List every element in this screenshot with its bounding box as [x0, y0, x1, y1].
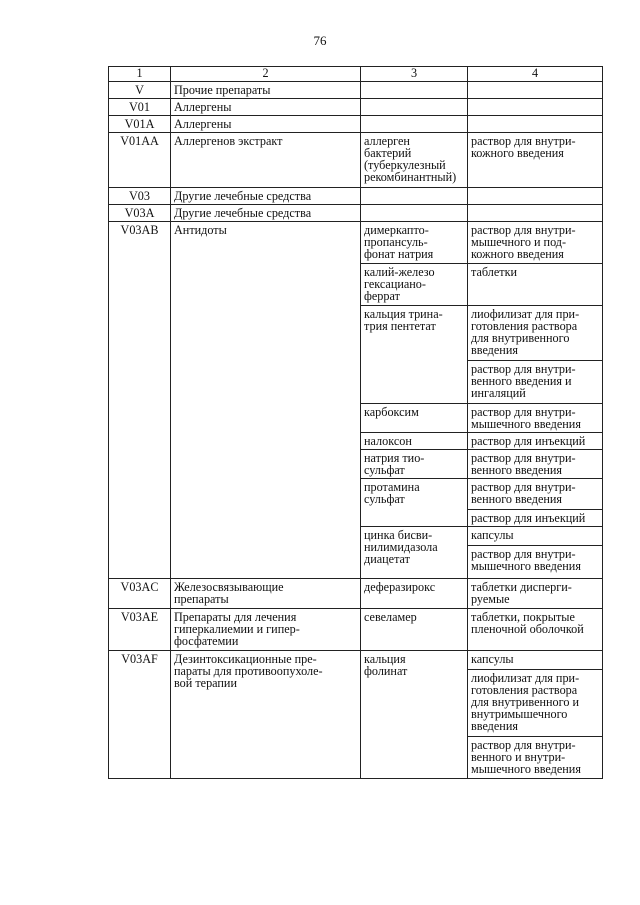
cell-drug	[361, 222, 468, 264]
cell-code: V03AF	[109, 651, 171, 779]
dosage-form: капсулы	[471, 528, 514, 542]
cell-group	[171, 188, 361, 205]
group-text: Другие лечебные средства	[174, 189, 312, 203]
cell-forms	[468, 82, 603, 99]
table-row	[109, 205, 603, 222]
group-text: Дезинтоксикационные пре- параты для противоопухоле- вой терапии	[174, 652, 323, 690]
dosage-form: раствор для внутри- мышечного и под- кожного введения	[471, 223, 576, 261]
dosage-form: раствор для внутри- венного введения	[471, 480, 576, 506]
cell-code: V03AE	[109, 609, 171, 651]
cell-drug	[361, 264, 468, 306]
dosage-form: раствор для внутри- венного введения	[471, 451, 576, 477]
table-row	[109, 651, 603, 779]
dosage-form: раствор для инъекций	[471, 434, 586, 448]
cell-drug	[361, 579, 468, 609]
dosage-form: таблетки	[471, 265, 518, 279]
group-text: Аллергены	[174, 117, 232, 131]
drug-name: цинка бисви- нилимидазола диацетат	[364, 528, 438, 566]
group-text: Аллергены	[174, 100, 232, 114]
cell-drug	[361, 99, 468, 116]
cell-forms	[468, 306, 603, 404]
page-number: 76	[313, 33, 327, 48]
cell-group	[171, 222, 361, 579]
table-row	[109, 188, 603, 205]
cell-drug	[361, 188, 468, 205]
dosage-form: лиофилизат для при- готовления раствора для внутривенного введения	[471, 307, 580, 357]
cell-group	[171, 205, 361, 222]
table-row	[109, 99, 603, 116]
cell-group	[171, 99, 361, 116]
cell-group	[171, 609, 361, 651]
drug-name: натрия тио- сульфат	[364, 451, 425, 477]
group-text: Другие лечебные средства	[174, 206, 312, 220]
header-col-4: 4	[468, 67, 603, 82]
drug-name: кальция трина- трия пентетат	[364, 307, 443, 333]
dosage-form: раствор для внутри- мышечного введения	[468, 545, 602, 572]
drug-name: аллерген бактерий (туберкулезный рекомбинантный)	[364, 134, 457, 184]
dosage-form: раствор для внутри- мышечного введения	[471, 405, 581, 431]
cell-drug	[361, 205, 468, 222]
cell-group	[171, 116, 361, 133]
cell-drug	[361, 651, 468, 779]
cell-drug	[361, 433, 468, 450]
cell-forms	[468, 579, 603, 609]
medication-table	[108, 66, 603, 779]
table-row	[109, 116, 603, 133]
cell-drug	[361, 133, 468, 188]
drug-name: калий-железо гексациано- феррат	[364, 265, 435, 303]
cell-group	[171, 651, 361, 779]
cell-code: V01AA	[109, 133, 171, 188]
header-col-3: 3	[361, 67, 468, 82]
cell-drug	[361, 306, 468, 404]
cell-drug	[361, 404, 468, 433]
group-text: Аллергенов экстракт	[174, 134, 283, 148]
group-text: Препараты для лечения гиперкалиемии и гипер- фосфатемии	[174, 610, 300, 648]
drug-name: протамина сульфат	[364, 480, 420, 506]
cell-code: V03A	[109, 205, 171, 222]
group-text: Прочие препараты	[174, 83, 271, 97]
cell-drug	[361, 82, 468, 99]
drug-name: кальция фолинат	[364, 652, 408, 678]
drug-name: налоксон	[364, 434, 412, 448]
table-header-row	[109, 67, 603, 82]
cell-forms	[468, 479, 603, 527]
drug-name: севеламер	[364, 610, 417, 624]
cell-code: V03	[109, 188, 171, 205]
cell-forms	[468, 264, 603, 306]
dosage-form: раствор для внутри- венного введения и ингаляций	[468, 360, 602, 399]
group-text: Железосвязывающие препараты	[174, 580, 284, 606]
cell-group	[171, 82, 361, 99]
dosage-form: раствор для внутри- венного и внутри- мышечного введения	[468, 736, 602, 775]
dosage-form: раствор для внутри- кожного введения	[471, 134, 576, 160]
cell-forms	[468, 404, 603, 433]
cell-forms	[468, 99, 603, 116]
group-text: Антидоты	[174, 223, 227, 237]
drug-name: деферазирокс	[364, 580, 436, 594]
cell-code: V03AC	[109, 579, 171, 609]
header-col-2: 2	[171, 67, 361, 82]
cell-forms	[468, 450, 603, 479]
dosage-form: таблетки дисперги- руемые	[471, 580, 572, 606]
cell-drug	[361, 609, 468, 651]
cell-group	[171, 579, 361, 609]
cell-forms	[468, 527, 603, 579]
cell-drug	[361, 479, 468, 527]
drug-name: карбоксим	[364, 405, 419, 419]
cell-forms	[468, 651, 603, 779]
cell-code: V01	[109, 99, 171, 116]
cell-drug	[361, 116, 468, 133]
header-col-1: 1	[109, 67, 171, 82]
cell-group	[171, 133, 361, 188]
drug-name: димеркапто- пропансуль- фонат натрия	[364, 223, 434, 261]
table-row	[109, 82, 603, 99]
table-row	[109, 222, 603, 264]
table-row	[109, 133, 603, 188]
cell-code: V	[109, 82, 171, 99]
dosage-form: раствор для инъекций	[468, 509, 602, 524]
dosage-form: капсулы	[471, 652, 514, 666]
dosage-form: таблетки, покрытые пленочной оболочкой	[471, 610, 584, 636]
table-row	[109, 579, 603, 609]
cell-forms	[468, 188, 603, 205]
dosage-form: лиофилизат для при- готовления раствора для внутривенного и внутримышечного введения	[468, 669, 602, 732]
cell-forms	[468, 609, 603, 651]
cell-code: V03AB	[109, 222, 171, 579]
cell-forms	[468, 205, 603, 222]
cell-code: V01A	[109, 116, 171, 133]
cell-drug	[361, 527, 468, 579]
cell-forms	[468, 433, 603, 450]
cell-forms	[468, 222, 603, 264]
cell-drug	[361, 450, 468, 479]
cell-forms	[468, 116, 603, 133]
table-row	[109, 609, 603, 651]
cell-forms	[468, 133, 603, 188]
